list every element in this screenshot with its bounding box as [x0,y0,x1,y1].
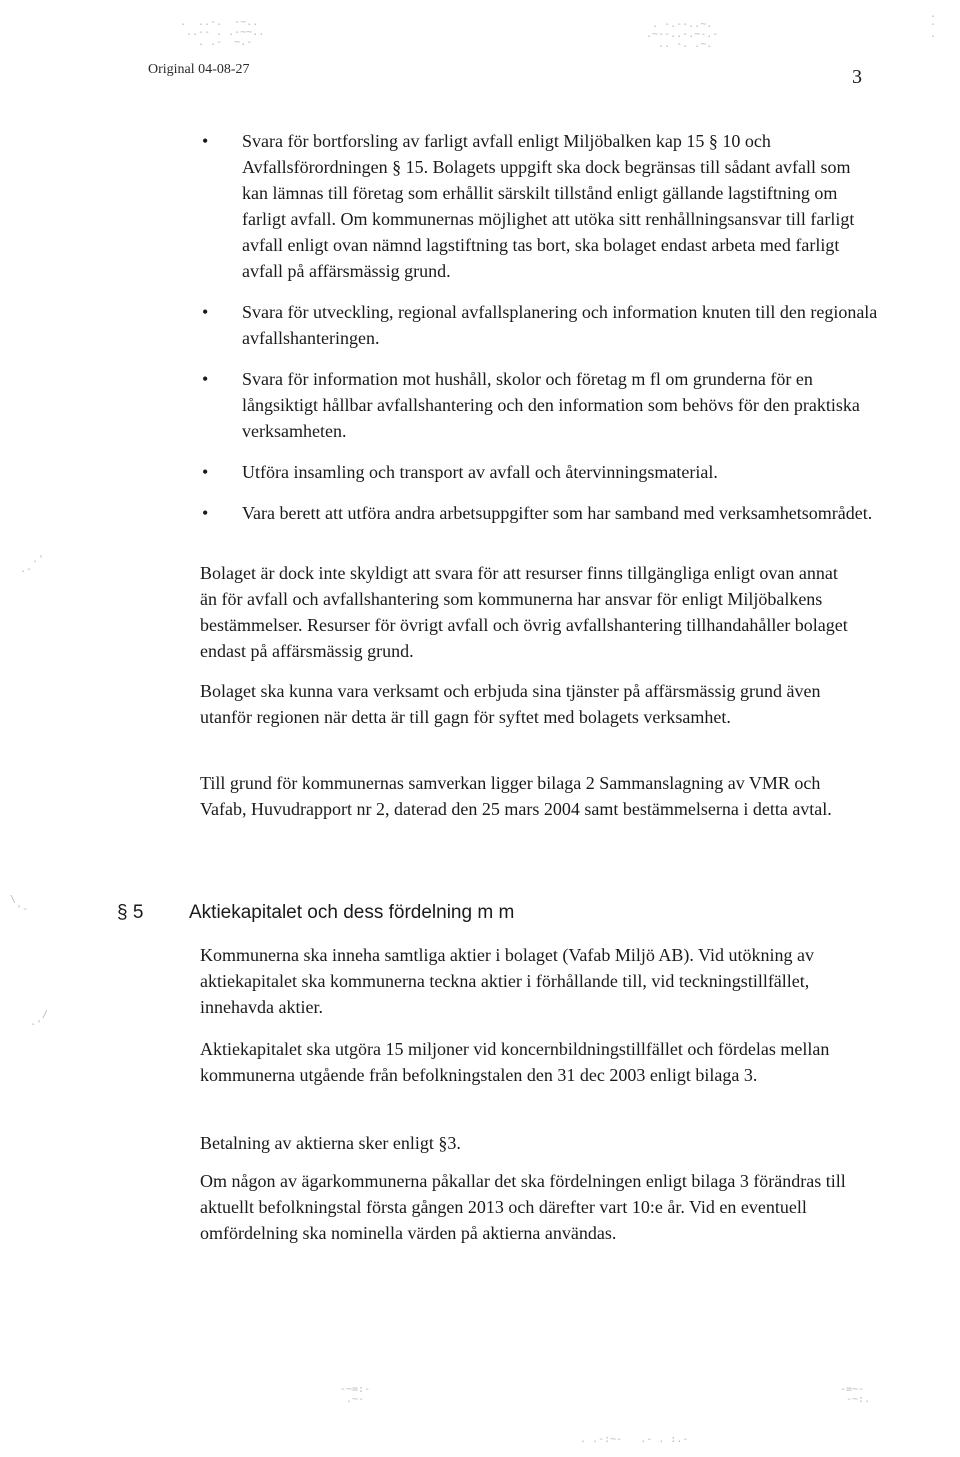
list-item-text: Vara berett att utföra andra arbetsuppgifter som har samband med verksamhetsområdet. [242,503,873,523]
bullet-icon: • [202,503,209,523]
scan-noise: . ..-. -~.. ..-- . .-~~.. . .- ~.- [180,17,265,48]
list-item [200,128,880,284]
scan-noise: . -.--..~. .~--..-.~-.- .. -. .~. [646,19,719,50]
paragraph-basis: Till grund för kommunernas samverkan ligger bilaga 2 Sammanslagning av VMR och Vafab, Huvudrapport nr 2, daterad den 25 mars 2004 samt bestämmelserna i detta avtal. [200,773,832,819]
paragraph-resources: Bolaget är dock inte skyldigt att svara för att resurser finns tillgängliga enligt ovan annat än för avfall och avfallshantering som kommunerna har ansvar för enligt Miljöbalkens bestämmelser. Resurser för övrigt avfall och övrig avfallshantering tillhandahåller bolaget endast på affärsmässig grund. [200,563,848,661]
bullet-icon: • [202,302,209,322]
paragraph-share-capital: Aktiekapitalet ska utgöra 15 miljoner vid koncernbildningstillfället och fördelas mellan kommunerna utgående från befolkningstalen den 31 dec 2003 enligt bilaga 3. [200,1039,830,1085]
scan-noise: -~=:- .~- [340,1384,371,1405]
original-date-stamp: Original 04-08-27 [148,62,250,77]
paragraph-outside-region: Bolaget ska kunna vara verksamt och erbjuda sina tjänster på affärsmässig grund även utanför regionen när detta är till gagn för syftet med bolagets verksamhet. [200,681,821,727]
scan-noise: .' .- [20,554,45,575]
paragraph-payment: Betalning av aktierna sker enligt §3. [200,1133,461,1153]
list-item-text: Svara för bortforsling av farligt avfall enligt Miljöbalken kap 15 § 10 och Avfallsförordningen § 15. Bolagets uppgift ska dock begränsas till sådant avfall som kan lämnas till företag som erhållit särskilt tillstånd enligt gällande lagstiftning om farligt avfall. Om kommunernas möjlighet att utöka sitt renhållningsansvar till farligt avfall enligt ovan nämnd lagstiftning tas bort, ska bolaget endast arbeta med farligt avfall på affärsmässig grund. [242,131,855,281]
list-item-text: Utföra insamling och transport av avfall och återvinningsmaterial. [242,462,718,482]
section-heading [117,902,817,924]
page-number: 3 [852,66,862,88]
duties-bullet-list [200,128,880,541]
paragraph-share-ownership: Kommunerna ska inneha samtliga aktier i bolaget (Vafab Miljö AB). Vid utökning av aktiekapitalet ska kommunerna teckna aktier i förhållande till, vid teckningstillfället, innehavda aktier. [200,945,814,1017]
list-item-text: Svara för utveckling, regional avfallsplanering och information knuten till den regionala avfallshanteringen. [242,302,878,348]
bullet-icon: • [202,131,209,151]
scan-noise: . - . [930,9,937,40]
bullet-icon: • [202,462,209,482]
list-item [200,299,880,351]
scan-noise: / -' [30,1009,49,1030]
list-item [200,500,880,526]
paragraph-redistribution: Om någon av ägarkommunerna påkallar det ska fördelningen enligt bilaga 3 förändras till aktuellt befolkningstal första gången 2013 och därefter vart 10:e år. Vid en eventuell omfördelning ska nominella värden på aktierna användas. [200,1171,846,1243]
scan-noise: -=~- -~:. [840,1384,871,1405]
section-number: § 5 [117,902,144,923]
scan-noise: \ '- [10,894,29,915]
list-item [200,366,880,444]
list-item-text: Svara för information mot hushåll, skolor och företag m fl om grunderna för en långsiktigt hållbar avfallshantering och den information som behövs för den praktiska verksamheten. [242,369,860,441]
bullet-icon: • [202,369,209,389]
section-title: Aktiekapitalet och dess fördelning m m [189,902,515,923]
list-item [200,459,880,485]
scan-noise: . .-:~- .- . :.- [580,1434,689,1445]
